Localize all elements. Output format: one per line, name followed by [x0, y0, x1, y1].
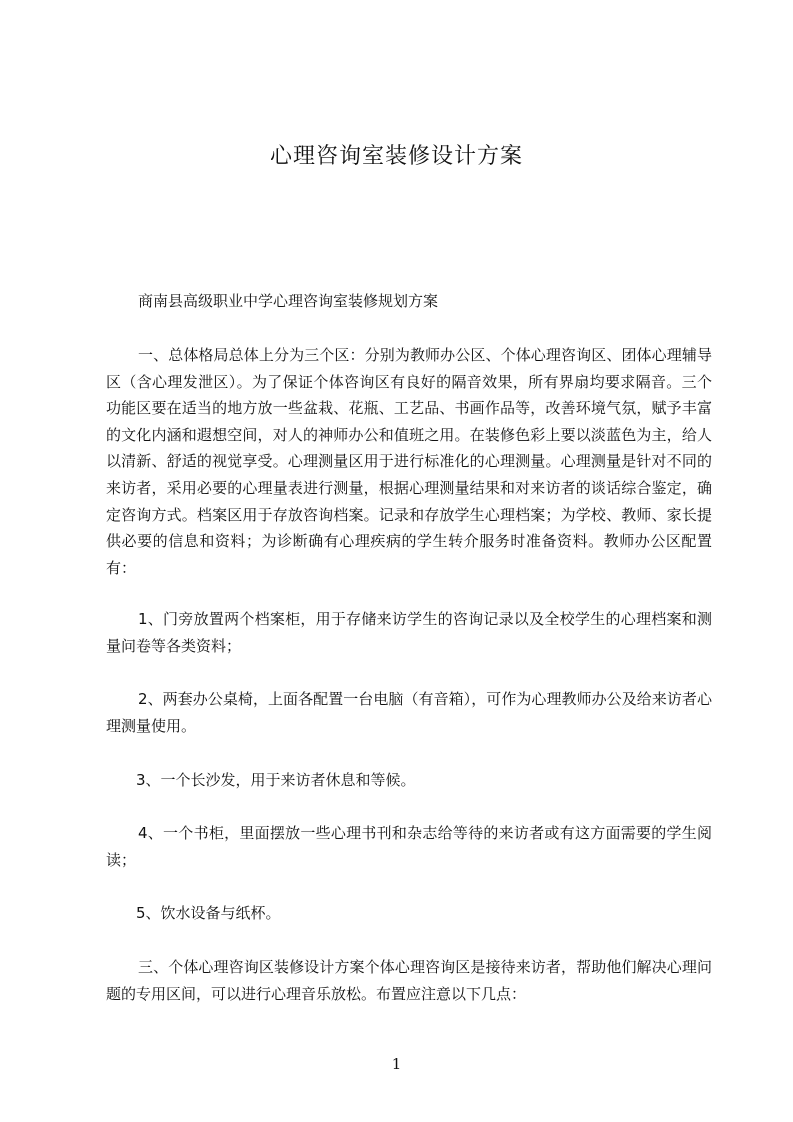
page-number: 1	[391, 1055, 402, 1073]
list-item-sofa: 3、一个长沙发，用于来访者休息和等候。	[136, 771, 416, 789]
list-item-bookcase: 4、一个书柜，里面摆放一些心理书刊和杂志给等待的来访者或有这方面需要的学生阅读；	[106, 824, 712, 869]
paragraph-overall-layout: 一、总体格局总体上分为三个区：分别为教师办公区、个体心理咨询区、团体心理辅导区（含心理发泄区）。为了保证个体咨询区有良好的隔音效果，所有界扇均要求隔音。三个功能区要在适当的地方放一些盆栽、花瓶、工艺品、书画作品等，改善环境气氛，赋予丰富的文化内涵和遐想空间，对人的神师办公和值班之用。在装修色彩上要以淡蓝色为主，给人以清新、舒适的视觉享受。心理测量区用于进行标准化的心理测量。心理测量是针对不同的来访者，采用必要的心理量表进行测量，根据心理测量结果和对来访者的谈话综合鉴定，确定咨询方式。档案区用于存放咨询档案。记录和存放学生心理档案；为学校、教师、家长提供必要的信息和资料；为诊断确有心理疾病的学生转介服务时准备资料。教师办公区配置有：	[106, 346, 712, 577]
document-title: 心理咨询室装修设计方案	[269, 144, 523, 169]
list-item-water-dispenser: 5、饮水设备与纸杯。	[136, 904, 281, 922]
list-item-office-desks: 2、两套办公桌椅，上面各配置一台电脑（有音箱），可作为心理教师办公及给来访者心理测量使用。	[106, 690, 712, 735]
document-subtitle: 商南县高级职业中学心理咨询室装修规划方案	[138, 292, 439, 310]
paragraph-individual-counseling: 三、个体心理咨询区装修设计方案个体心理咨询区是接待来访者，帮助他们解决心理问题的专用区间，可以进行心理音乐放松。布置应注意以下几点：	[106, 958, 712, 1003]
list-item-archive-cabinets: 1、门旁放置两个档案柜，用于存储来访学生的咨询记录以及全校学生的心理档案和测量问卷等各类资料；	[106, 610, 712, 655]
